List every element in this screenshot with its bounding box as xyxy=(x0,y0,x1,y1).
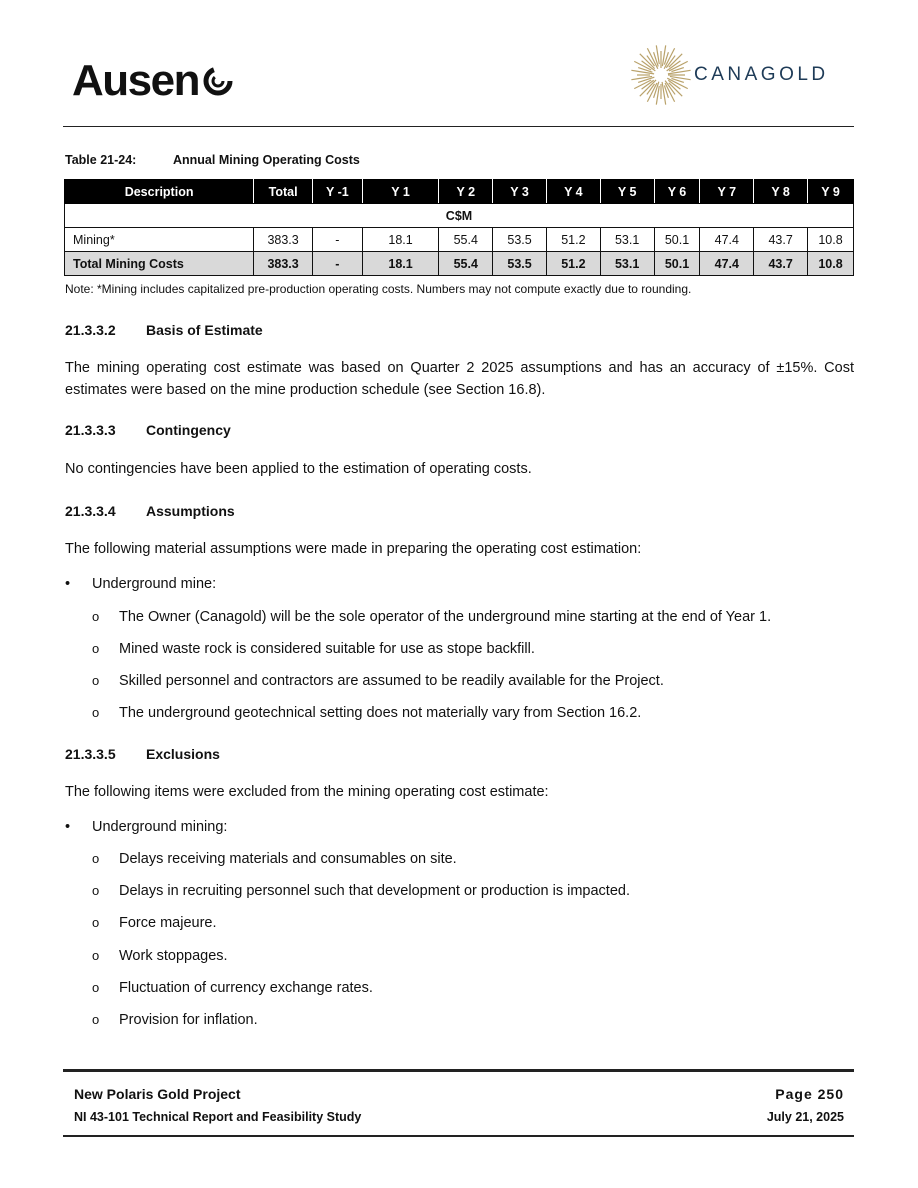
column-header: Total xyxy=(254,180,313,204)
section-number: 21.3.3.3 xyxy=(65,422,116,438)
table-cell: 18.1 xyxy=(362,228,439,252)
table-header-row xyxy=(65,180,854,204)
table-cell: 53.1 xyxy=(600,252,654,276)
column-header: Y 4 xyxy=(546,180,600,204)
list-item: o Delays receiving materials and consumables on site. xyxy=(92,851,457,867)
table-cell: 10.8 xyxy=(808,228,854,252)
section-heading-exclusions xyxy=(65,746,220,762)
list-item: o Fluctuation of currency exchange rates. xyxy=(92,980,373,996)
table-title: Annual Mining Operating Costs xyxy=(173,153,360,167)
section-heading-basis xyxy=(65,322,263,338)
list-item: o Work stoppages. xyxy=(92,948,228,964)
list-item: o Force majeure. xyxy=(92,915,217,931)
table-cell: 55.4 xyxy=(439,252,493,276)
unit-row xyxy=(65,204,854,228)
table-cell: Mining* xyxy=(65,228,254,252)
column-header: Y 7 xyxy=(700,180,754,204)
table-cell: - xyxy=(313,252,363,276)
footer-bottom-divider xyxy=(63,1135,854,1137)
list-item: o Skilled personnel and contractors are assumed to be readily available for the Project. xyxy=(92,673,664,689)
table-cell: 51.2 xyxy=(546,252,600,276)
column-header: Y 3 xyxy=(493,180,547,204)
column-header: Y 1 xyxy=(362,180,439,204)
list-item: o The Owner (Canagold) will be the sole operator of the underground mine starting at the end of Year 1. xyxy=(92,609,772,625)
section-title: Basis of Estimate xyxy=(146,322,263,338)
table-cell: 51.2 xyxy=(546,228,600,252)
table-cell: 383.3 xyxy=(254,228,313,252)
section-number: 21.3.3.4 xyxy=(65,503,116,519)
table-cell: 18.1 xyxy=(362,252,439,276)
column-header: Y 2 xyxy=(439,180,493,204)
footer-project: New Polaris Gold Project xyxy=(74,1086,241,1102)
canagold-logo xyxy=(630,42,852,108)
table-cell: 50.1 xyxy=(654,252,700,276)
section-title: Exclusions xyxy=(146,746,220,762)
section-number: 21.3.3.5 xyxy=(65,746,116,762)
table-row xyxy=(65,228,854,252)
header-divider xyxy=(63,126,854,127)
column-header: Description xyxy=(65,180,254,204)
paragraph-basis: The mining operating cost estimate was based on Quarter 2 2025 assumptions and has an accuracy of ±15%. Cost estimates were based on the mine production schedule (see Section 16.8). xyxy=(65,360,854,398)
table-cell: - xyxy=(313,228,363,252)
column-header: Y 8 xyxy=(754,180,808,204)
list-item: o Provision for inflation. xyxy=(92,1012,258,1028)
table-number: Table 21-24: xyxy=(65,153,137,167)
table-cell: 47.4 xyxy=(700,228,754,252)
footer-report: NI 43-101 Technical Report and Feasibility Study xyxy=(74,1110,362,1124)
list-item: o Mined waste rock is considered suitable for use as stope backfill. xyxy=(92,641,535,657)
paragraph-exclusions-intro: The following items were excluded from the mining operating cost estimate: xyxy=(65,784,549,800)
list-item: • Underground mine: xyxy=(65,576,217,592)
table-cell: 53.1 xyxy=(600,228,654,252)
table-cell: 10.8 xyxy=(808,252,854,276)
list-item: o The underground geotechnical setting does not materially vary from Section 16.2. xyxy=(92,705,642,721)
sunburst-icon xyxy=(630,42,692,108)
table-note: Note: *Mining includes capitalized pre-production operating costs. Numbers may not compute exactly due to rounding. xyxy=(65,282,692,296)
footer-top-divider xyxy=(63,1069,854,1072)
ausenco-logo: Ausen xyxy=(72,56,236,106)
footer-date: July 21, 2025 xyxy=(766,1110,844,1124)
section-heading-contingency xyxy=(65,422,231,438)
list-item: o Delays in recruiting personnel such that development or production is impacted. xyxy=(92,883,630,899)
section-title: Assumptions xyxy=(146,503,235,519)
table-caption xyxy=(65,153,360,167)
section-heading-assumptions xyxy=(65,503,235,519)
section-number: 21.3.3.2 xyxy=(65,322,116,338)
table-cell: 53.5 xyxy=(493,252,547,276)
column-header: Y 6 xyxy=(654,180,700,204)
table-cell: 47.4 xyxy=(700,252,754,276)
canagold-logo-text: CANAGOLD xyxy=(694,64,829,85)
table-cell: 55.4 xyxy=(439,228,493,252)
table-cell: 50.1 xyxy=(654,228,700,252)
table-total-row xyxy=(65,252,854,276)
page-number: Page 250 xyxy=(775,1086,844,1102)
section-title: Contingency xyxy=(146,422,231,438)
column-header: Y 9 xyxy=(808,180,854,204)
ausenco-swirl-icon xyxy=(200,58,236,88)
table-cell: 383.3 xyxy=(254,252,313,276)
table-cell: 43.7 xyxy=(754,252,808,276)
list-item: • Underground mining: xyxy=(65,819,228,835)
table-cell: Total Mining Costs xyxy=(65,252,254,276)
table-cell: 43.7 xyxy=(754,228,808,252)
table-cell: 53.5 xyxy=(493,228,547,252)
paragraph-contingency: No contingencies have been applied to the estimation of operating costs. xyxy=(65,461,532,477)
unit-label: C$M xyxy=(65,204,854,228)
paragraph-assumptions-intro: The following material assumptions were made in preparing the operating cost estimation: xyxy=(65,541,642,557)
mining-cost-table xyxy=(64,179,854,276)
column-header: Y -1 xyxy=(313,180,363,204)
column-header: Y 5 xyxy=(600,180,654,204)
